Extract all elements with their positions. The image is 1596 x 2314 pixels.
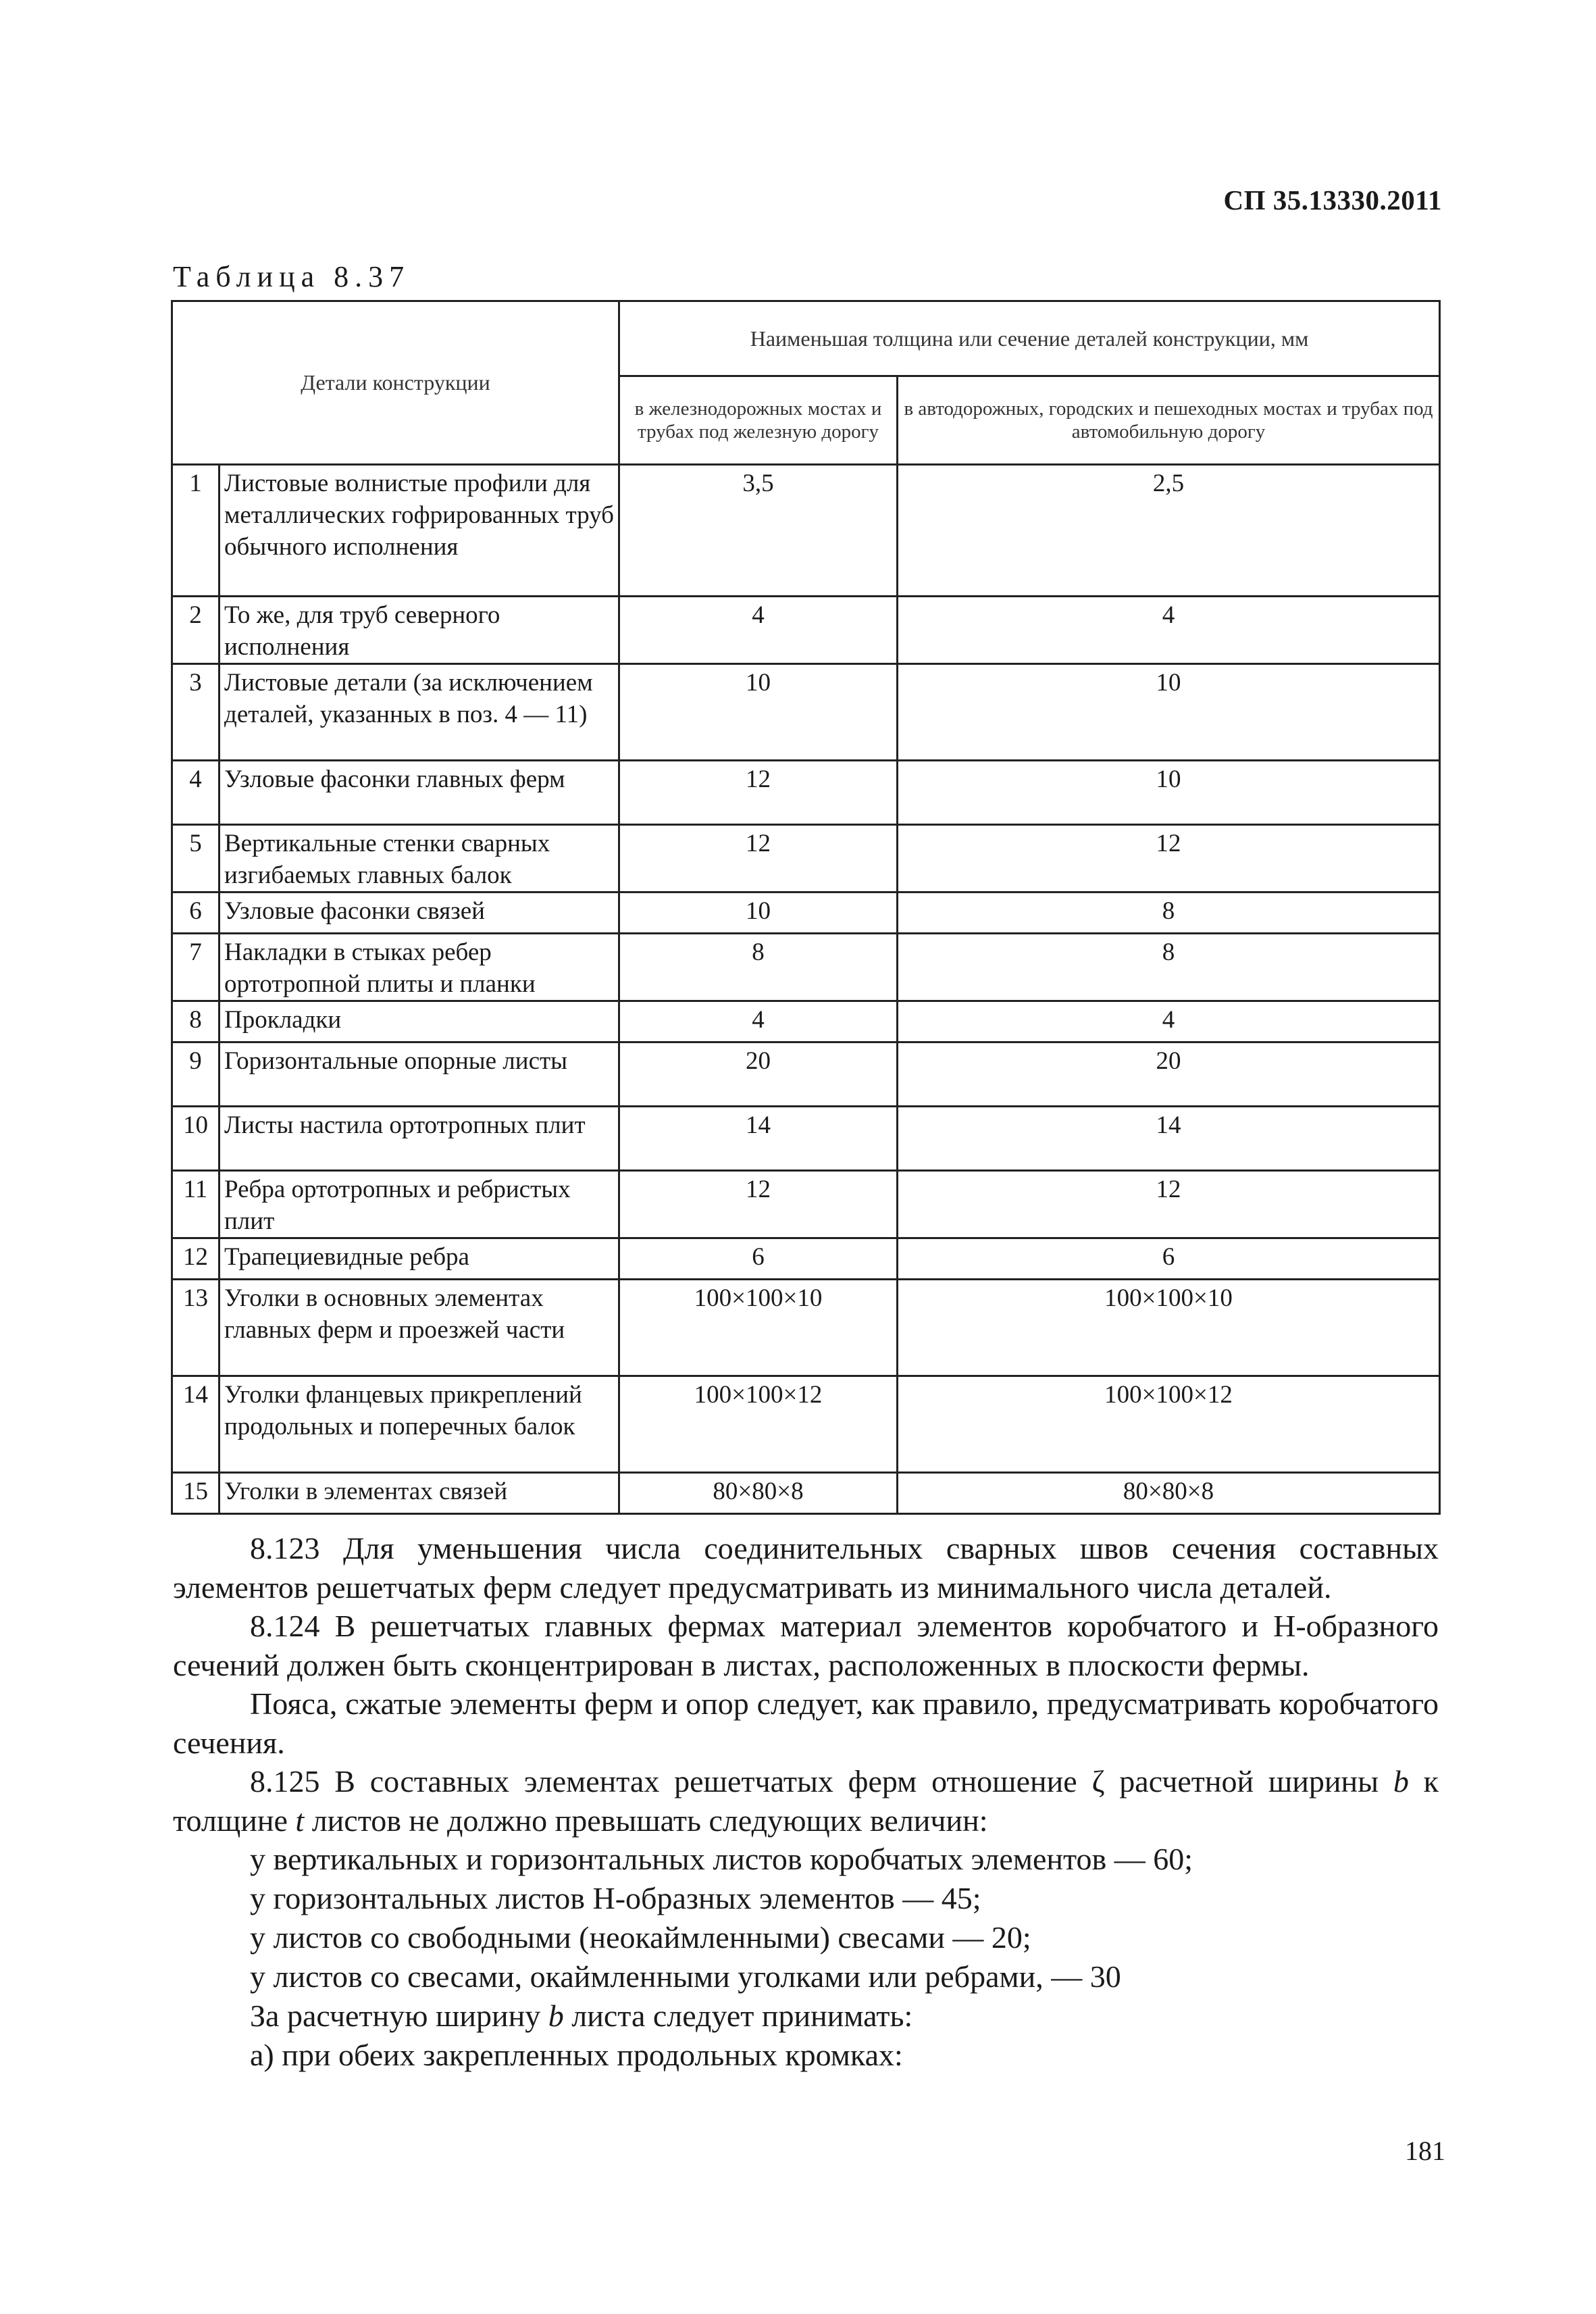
row-railway-value: 12 [619,1171,898,1238]
row-road-value: 100×100×12 [898,1376,1440,1473]
table-row [172,825,1440,892]
row-number: 7 [172,934,220,1001]
row-railway-value: 3,5 [619,465,898,597]
paragraph-8-125-part-a: 8.125 В составных элементах решетчатых ферм отношение ζ расчетной ширины [250,1764,1393,1799]
row-detail-name: Узловые фасонки главных ферм [220,761,619,825]
row-detail-name: Листы настила ортотропных плит [220,1107,619,1171]
variable-b: b [1393,1764,1409,1799]
table-row [172,934,1440,1001]
header-railway: в железнодорожных мостах и трубах под железную дорогу [619,376,898,465]
table-row [172,1171,1440,1238]
row-detail-name: Вертикальные стенки сварных изгибаемых главных балок [220,825,619,892]
paragraph-belts: Пояса, сжатые элементы ферм и опор следует, как правило, предусматривать коробчатого сечения. [173,1686,1439,1760]
row-railway-value: 4 [619,597,898,664]
row-road-value: 12 [898,1171,1440,1238]
row-detail-name: Накладки в стыках ребер ортотропной плиты и планки [220,934,619,1001]
row-railway-value: 10 [619,664,898,761]
row-number: 9 [172,1042,220,1107]
row-number: 4 [172,761,220,825]
table-row [172,892,1440,934]
table-row [172,1473,1440,1514]
document-code: СП 35.13330.2011 [1223,184,1442,216]
row-road-value: 4 [898,1001,1440,1042]
row-road-value: 20 [898,1042,1440,1107]
table-row [172,664,1440,761]
table-row [172,1280,1440,1376]
row-road-value: 14 [898,1107,1440,1171]
row-detail-name: Горизонтальные опорные листы [220,1042,619,1107]
row-number: 1 [172,465,220,597]
row-road-value: 8 [898,892,1440,934]
table-row [172,1376,1440,1473]
paragraph-8-125 [173,1762,1439,1840]
page-number: 181 [1405,2136,1445,2166]
row-railway-value: 80×80×8 [619,1473,898,1514]
table-row [172,597,1440,664]
table-row [172,465,1440,597]
row-road-value: 6 [898,1238,1440,1280]
row-road-value: 80×80×8 [898,1473,1440,1514]
row-number: 2 [172,597,220,664]
row-detail-name: То же, для труб северного исполнения [220,597,619,664]
list-item-design-width [250,1996,1439,2036]
table-row [172,761,1440,825]
header-road: в автодорожных, городских и пешеходных мостах и трубах под автомобильную дорогу [898,376,1440,465]
row-railway-value: 100×100×10 [619,1280,898,1376]
row-detail-name: Ребра ортотропных и ребристых плит [220,1171,619,1238]
row-railway-value: 4 [619,1001,898,1042]
row-detail-name: Прокладки [220,1001,619,1042]
row-railway-value: 20 [619,1042,898,1107]
row-number: 11 [172,1171,220,1238]
row-railway-value: 6 [619,1238,898,1280]
row-number: 14 [172,1376,220,1473]
row-number: 13 [172,1280,220,1376]
row-road-value: 10 [898,761,1440,825]
table-row [172,1042,1440,1107]
variable-t: t [295,1803,305,1838]
row-number: 10 [172,1107,220,1171]
row-number: 6 [172,892,220,934]
list-item-edged-overhangs: у листов со свесами, окаймленными уголками или ребрами, — 30 [250,1959,1121,1994]
row-railway-value: 10 [619,892,898,934]
row-number: 12 [172,1238,220,1280]
row-detail-name: Трапециевидные ребра [220,1238,619,1280]
row-road-value: 100×100×10 [898,1280,1440,1376]
list-item-both-edges: а) при обеих закрепленных продольных кромках: [250,2038,903,2072]
row-detail-name: Листовые детали (за исключением деталей, указанных в поз. 4 — 11) [220,664,619,761]
table-row [172,1107,1440,1171]
paragraph-8-125-part-e: листов не должно превышать следующих величин: [304,1803,988,1838]
row-number: 8 [172,1001,220,1042]
row-detail-name: Уголки в основных элементах главных ферм и проезжей части [220,1280,619,1376]
row-railway-value: 14 [619,1107,898,1171]
row-number: 3 [172,664,220,761]
row-railway-value: 12 [619,825,898,892]
table-caption: Таблица 8.37 [173,260,411,293]
design-width-part-a: За расчетную ширину [250,1998,548,2033]
row-railway-value: 100×100×12 [619,1376,898,1473]
row-detail-name: Узловые фасонки связей [220,892,619,934]
row-road-value: 4 [898,597,1440,664]
list-item-box-elements: у вертикальных и горизонтальных листов коробчатых элементов — 60; [250,1842,1193,1876]
header-details: Детали конструкции [172,301,619,465]
paragraph-8-124: 8.124 В решетчатых главных фермах материал элементов коробчатого и Н-образного сечений должен быть сконцентрирован в листах, расположенных в плоскости фермы. [173,1609,1439,1682]
row-railway-value: 8 [619,934,898,1001]
header-thickness-group: Наименьшая толщина или сечение деталей конструкции, мм [619,301,1440,376]
variable-b-2: b [548,1998,564,2033]
row-road-value: 10 [898,664,1440,761]
table-row [172,1238,1440,1280]
row-detail-name: Уголки фланцевых прикреплений продольных и поперечных балок [220,1376,619,1473]
row-road-value: 12 [898,825,1440,892]
row-number: 15 [172,1473,220,1514]
list-item-free-overhangs: у листов со свободными (неокаймленными) свесами — 20; [250,1920,1031,1955]
row-road-value: 8 [898,934,1440,1001]
paragraph-8-123: 8.123 Для уменьшения числа соединительных сварных швов сечения составных элементов решетчатых ферм следует предусматривать из минимального числа деталей. [173,1531,1439,1605]
spec-table [171,300,1441,1515]
paragraph-8-125-part-c: к толщине [173,1764,1439,1838]
row-detail-name: Уголки в элементах связей [220,1473,619,1514]
row-road-value: 2,5 [898,465,1440,597]
row-railway-value: 12 [619,761,898,825]
row-detail-name: Листовые волнистые профили для металлических гофрированных труб обычного исполнения [220,465,619,597]
list-item-h-elements: у горизонтальных листов Н-образных элементов — 45; [250,1881,981,1915]
row-number: 5 [172,825,220,892]
table-row [172,1001,1440,1042]
design-width-part-c: листа следует принимать: [563,1998,913,2033]
